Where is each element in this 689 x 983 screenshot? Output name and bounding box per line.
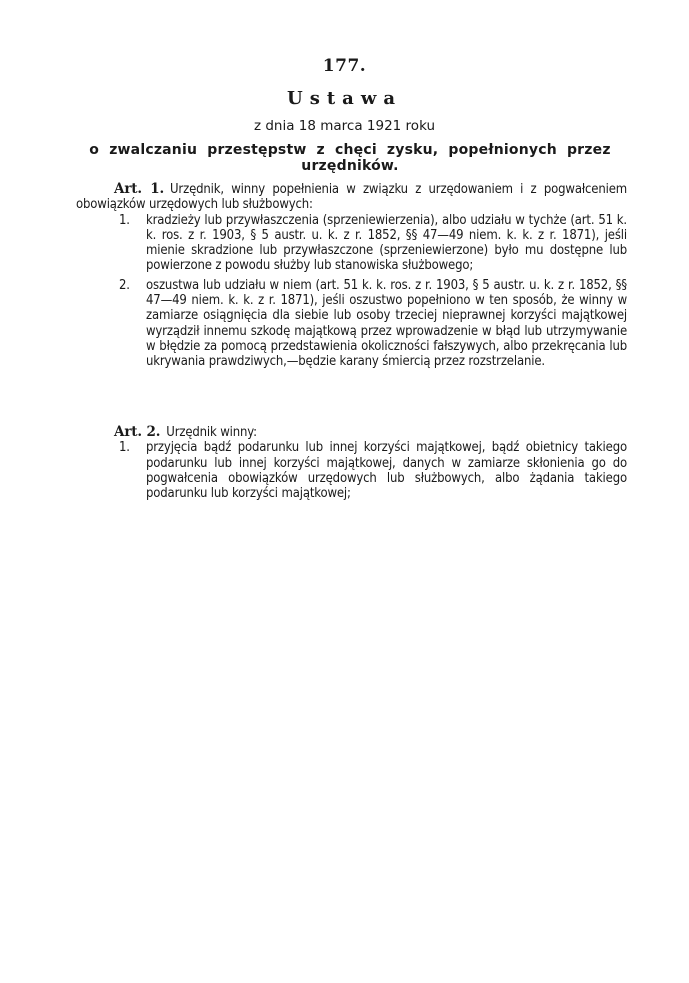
article-1-intro: Urzędnik, winny popełnienia w związku z urzędowaniem i z pogwałceniem obowiązków urzędowych lub służbowych: (76, 182, 627, 213)
document-subtitle: o zwalczaniu przestępstw z chęci zysku, popełnionych przez urzędników. (89, 142, 611, 174)
article-1 (76, 182, 627, 370)
article-1-item-2-text: oszustwa lub udziału w niem (art. 51 k. k. ros. z r. 1903, § 5 austr. u. k. z r. 1852, §§ 47—49 niem. k. k. z r. 1871), jeśli oszustwo popełniono w ten sposób, że winny w zamiarze osiągnięcia dla siebie lub osoby trzeciej nieprawnej korzyści majątkowej wyrządził innemu szkodę majątkową przez wprowadzenie w błąd lub utrzymywanie w błędzie za pomocą przedstawienia okoliczności fałszywych, albo przekręcania lub ukrywania prawdziwych,—będzie karany śmiercią przez rozstrzelanie. (146, 277, 627, 370)
article-1-label: Art. 1. (114, 181, 165, 197)
article-1-intro-paragraph (76, 182, 627, 213)
document-number: 177. (322, 56, 367, 76)
article-2-intro: Urzędnik winny: (166, 425, 257, 440)
article-2-item-1-number: 1. (119, 440, 130, 456)
article-2-label: Art. 2. (114, 424, 161, 440)
article-1-item-2 (76, 278, 627, 370)
article-1-item-2-number: 2. (119, 277, 130, 293)
article-2 (76, 425, 627, 501)
document-title: Ustawa (287, 88, 402, 109)
article-2-item-1 (76, 440, 627, 501)
article-1-item-1 (76, 213, 627, 274)
article-1-item-1-number: 1. (119, 212, 130, 228)
article-1-item-1-text: kradzieży lub przywłaszczenia (sprzeniewierzenia), albo udziału w tychże (art. 51 k. k. ros. z r. 1903, § 5 austr. u. k. z r. 1852, §§ 47—49 niem. k. k. z r. 1871), jeśli mienie skradzione lub przywłaszczone (sprzeniewierzone) było mu dostępne lub powierzone z powodu służby lub stanowiska służbowego; (146, 212, 627, 274)
article-2-item-1-text: przyjęcia bądź podarunku lub innej korzyści majątkowej, bądź obietnicy takiego podarunku lub innej korzyści majątkowej, danych w zamiarze skłonienia go do pogwałcenia obowiązków urzędowych lub służbowych, albo żądania takiego podarunku lub korzyści majątkowej; (146, 440, 627, 502)
article-2-intro-paragraph (76, 425, 627, 440)
document-date: z dnia 18 marca 1921 roku (253, 118, 436, 134)
